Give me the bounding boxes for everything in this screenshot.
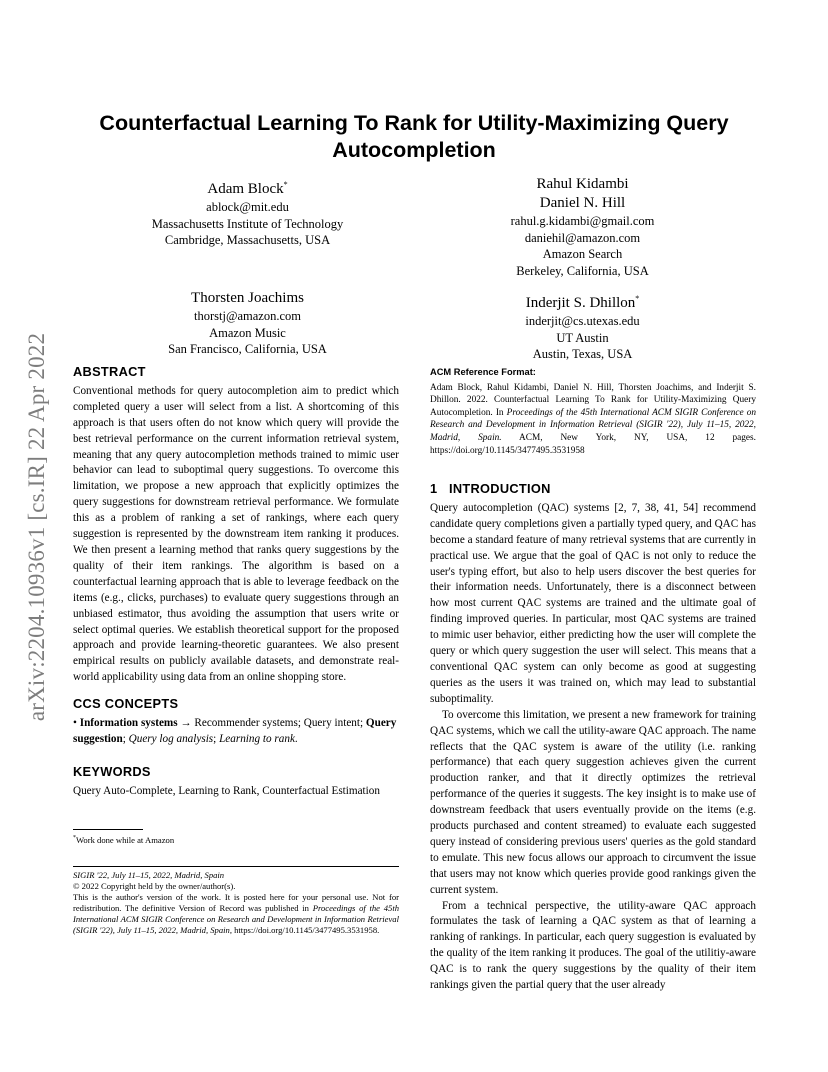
copyright-line: © 2022 Copyright held by the owner/author(s).: [73, 881, 236, 891]
title-line-1: Counterfactual Learning To Rank for Utility-Maximizing Query: [99, 111, 729, 135]
author-name: Inderjit S. Dhillon*: [525, 294, 640, 311]
title-line-2: Autocompletion: [332, 138, 496, 162]
acm-reference-format: [430, 366, 756, 457]
author-affiliation: Amazon Music: [209, 325, 286, 340]
introduction-section: [430, 481, 756, 994]
author-block-3: [120, 289, 375, 358]
arxiv-identifier: [22, 294, 52, 759]
abstract-section: [73, 364, 399, 686]
author-email[interactable]: inderjit@cs.utexas.edu: [525, 314, 640, 328]
ccs-text: • Information systems → Recommender systems; Query intent; Query suggestion; Query log analysis; Learning to rank.: [73, 716, 397, 745]
keywords-section: [73, 764, 399, 800]
paper-title: [73, 110, 755, 164]
author-name-2: Daniel N. Hill: [539, 195, 626, 211]
author-affiliation: Massachusetts Institute of Technology: [151, 216, 344, 231]
arxiv-id-text: arXiv:2204.10936v1 [cs.IR] 22 Apr 2022: [24, 332, 49, 721]
author-affiliation: Amazon Search: [542, 247, 623, 262]
author-block-4: [455, 289, 710, 363]
copyright-venue: SIGIR '22, July 11–15, 2022, Madrid, Spain: [73, 870, 225, 880]
keywords-text: Query Auto-Complete, Learning to Rank, Counterfactual Estimation: [73, 784, 380, 797]
author-email[interactable]: ablock@mit.edu: [206, 200, 289, 214]
footnote-divider: [73, 829, 143, 830]
author-email-2[interactable]: daniehil@amazon.com: [524, 230, 641, 245]
intro-paragraph-1: Query autocompletion (QAC) systems [2, 7, 38, 41, 54] recommend candidate query completions given a partially typed query, and QAC has become a standard feature of many retrieval systems that are currently in practical use. We argue that the goal of QAC is not only to reduce the user's typing effort, but also to help users discover the best queries for their information needs. Unfortunately, there is a disconnect between how most current QAC systems are trained and the ultimate goal of finding improved queries. In particular, most QAC systems are trained to mimic user behavior, either predicting how the user will complete the query or which query suggestion the user will select. This means that a conventional QAC system can only become as good at suggesting queries as the users it was trained on, which may lead to substantial suboptimality.: [430, 501, 756, 705]
acm-ref-text: Adam Block, Rahul Kidambi, Daniel N. Hill, Thorsten Joachims, and Inderjit S. Dhillon. 2022. Counterfactual Learning To Rank for Utility-Maximizing Query Autocompletion. In Proceedings of the 45th International ACM SIGIR Conference on Research and Development in Information Retrieval (SIGIR '22), July 11–15, 2022, Madrid, Spain. ACM, New York, NY, USA, 12 pages. https://doi.org/10.1145/3477495.3531958: [430, 382, 756, 456]
author-email[interactable]: rahul.g.kidambi@gmail.com: [510, 214, 655, 228]
author-location: Cambridge, Massachusetts, USA: [164, 233, 331, 248]
footnote: *Work done while at Amazon: [73, 834, 175, 845]
author-block-2: [455, 175, 710, 279]
ccs-heading: CCS CONCEPTS: [73, 696, 179, 711]
author-name: Adam Block*: [207, 180, 288, 197]
keywords-heading: KEYWORDS: [73, 764, 151, 779]
author-block-1: [120, 175, 375, 249]
author-location: San Francisco, California, USA: [168, 342, 327, 357]
copyright-notice: This is the author's version of the work. It is posted here for your personal use. Not for redistribution. The definitive Version of Record was published in Proceedings of the 45th International ACM SIGIR Conference on Research and Development in Information Retrieval (SIGIR '22), July 11–15, 2022, Madrid, Spain, https://doi.org/10.1145/3477495.3531958.: [73, 892, 400, 935]
author-affiliation: UT Austin: [556, 330, 609, 345]
author-location: Austin, Texas, USA: [532, 347, 633, 362]
author-name: Rahul Kidambi: [536, 176, 629, 192]
ccs-concepts-section: [73, 696, 399, 748]
author-name: Thorsten Joachims: [191, 290, 304, 306]
author-location: Berkeley, California, USA: [516, 263, 649, 278]
copyright-divider: [73, 866, 399, 867]
intro-paragraph-2: To overcome this limitation, we present a new framework for training QAC systems, which we call the utility-aware QAC approach. The name reflects that the QAC system is aware of the utility (i.e. ranking performance) that each query suggestion achieves given the current production ranker, and that it directly optimizes the retrieval performance of the queries it suggests. The key insight is to make use of downstream feedback that users eventually provide on the items (e.g. products purchased and content streamed) to evaluate each suggested query instead of considering previous users' queries as the gold standard to emulate. This new focus allows our approach to circumvent the issue that users may not know which queries provide good rankings given the current system.: [430, 708, 757, 896]
author-email[interactable]: thorstj@amazon.com: [194, 309, 301, 323]
copyright-block: [73, 870, 399, 936]
intro-heading: 1 INTRODUCTION: [430, 481, 551, 496]
abstract-text: Conventional methods for query autocompletion aim to predict which completed query a user will select from a list. A shortcoming of this approach is that users often do not know which query will provide the best retrieval performance on the current information retrieval system, meaning that any query autocompletion methods trained to mimic user behavior can lead to suboptimal query suggestions. To overcome this limitation, we propose a new approach that explicitly optimizes the query suggestions for downstream retrieval performance. We formulate this as a problem of ranking a set of rankings, where each query suggestion is represented by the downstream item ranking it produces. We then present a learning method that ranks query suggestions by the quality of their item rankings. The algorithm is based on a counterfactual learning approach that is able to leverage feedback on the items (e.g., clicks, purchases) to evaluate query suggestions through an unbiased estimator, thus avoiding the assumption that users write or select optimal queries. We establish theoretical support for the proposed approach and provide learning-theoretic guarantees. We also present empirical results on publicly available datasets, and demonstrate real-world applicability using data from an online shopping store.: [73, 384, 399, 684]
intro-paragraph-3: From a technical perspective, the utility-aware QAC approach formulates the task of learning a QAC system as that of learning a ranking of rankings. In particular, each query suggestion is evaluated by the quality of the item ranking it produces. The goal of the utilitiy-aware QAC is to rank the query suggestions by the quality of their item rankings given the partial query that the user already: [430, 899, 756, 992]
acm-ref-heading: ACM Reference Format:: [430, 367, 536, 377]
abstract-heading: ABSTRACT: [73, 364, 146, 379]
